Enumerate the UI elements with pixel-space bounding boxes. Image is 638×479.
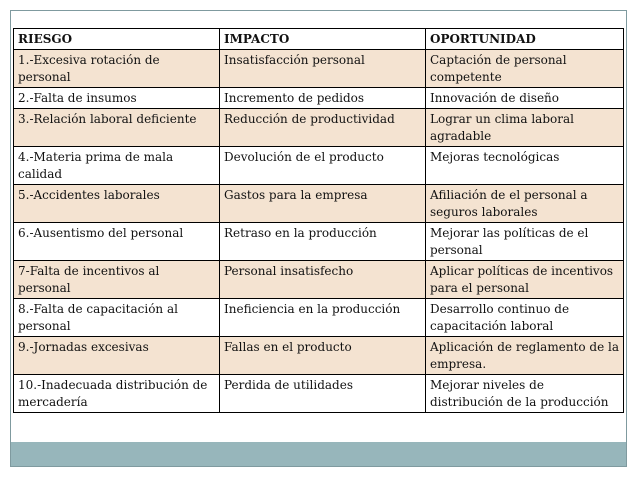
opportunity-cell: Mejorar niveles de distribución de la producción [426, 375, 624, 413]
impact-cell: Gastos para la empresa [220, 185, 426, 223]
slide-footer-bar [11, 442, 626, 466]
table-row [14, 147, 624, 185]
opportunity-cell: Desarrollo continuo de capacitación laboral [426, 299, 624, 337]
impact-cell: Personal insatisfecho [220, 261, 426, 299]
header-riesgo: RIESGO [14, 29, 220, 50]
table-header-row [14, 29, 624, 50]
opportunity-cell: Mejorar las políticas de el personal [426, 223, 624, 261]
impact-cell: Perdida de utilidades [220, 375, 426, 413]
risk-cell: 8.-Falta de capacitación al personal [14, 299, 220, 337]
opportunity-cell: Lograr un clima laboral agradable [426, 109, 624, 147]
header-impacto: IMPACTO [220, 29, 426, 50]
impact-cell: Insatisfacción personal [220, 50, 426, 88]
table-row [14, 299, 624, 337]
table-row [14, 109, 624, 147]
table-row [14, 223, 624, 261]
opportunity-cell: Mejoras tecnológicas [426, 147, 624, 185]
risk-cell: 2.-Falta de insumos [14, 88, 220, 109]
opportunity-cell: Captación de personal competente [426, 50, 624, 88]
risk-cell: 3.-Relación laboral deficiente [14, 109, 220, 147]
impact-cell: Devolución de el producto [220, 147, 426, 185]
impact-cell: Retraso en la producción [220, 223, 426, 261]
risk-cell: 9.-Jornadas excesivas [14, 337, 220, 375]
table-row [14, 375, 624, 413]
risk-cell: 4.-Materia prima de mala calidad [14, 147, 220, 185]
opportunity-cell: Afiliación de el personal a seguros laborales [426, 185, 624, 223]
risk-cell: 5.-Accidentes laborales [14, 185, 220, 223]
impact-cell: Reducción de productividad [220, 109, 426, 147]
table-row [14, 261, 624, 299]
table-row [14, 50, 624, 88]
risk-cell: 7-Falta de incentivos al personal [14, 261, 220, 299]
table-row [14, 337, 624, 375]
risk-cell: 10.-Inadecuada distribución de mercadería [14, 375, 220, 413]
opportunity-cell: Innovación de diseño [426, 88, 624, 109]
impact-cell: Incremento de pedidos [220, 88, 426, 109]
opportunity-cell: Aplicar políticas de incentivos para el personal [426, 261, 624, 299]
opportunity-cell: Aplicación de reglamento de la empresa. [426, 337, 624, 375]
table-row [14, 88, 624, 109]
risk-cell: 1.-Excesiva rotación de personal [14, 50, 220, 88]
table-row [14, 185, 624, 223]
impact-cell: Fallas en el producto [220, 337, 426, 375]
header-oportunidad: OPORTUNIDAD [426, 29, 624, 50]
risk-cell: 6.-Ausentismo del personal [14, 223, 220, 261]
impact-cell: Ineficiencia en la producción [220, 299, 426, 337]
risk-impact-opportunity-table [13, 28, 624, 413]
